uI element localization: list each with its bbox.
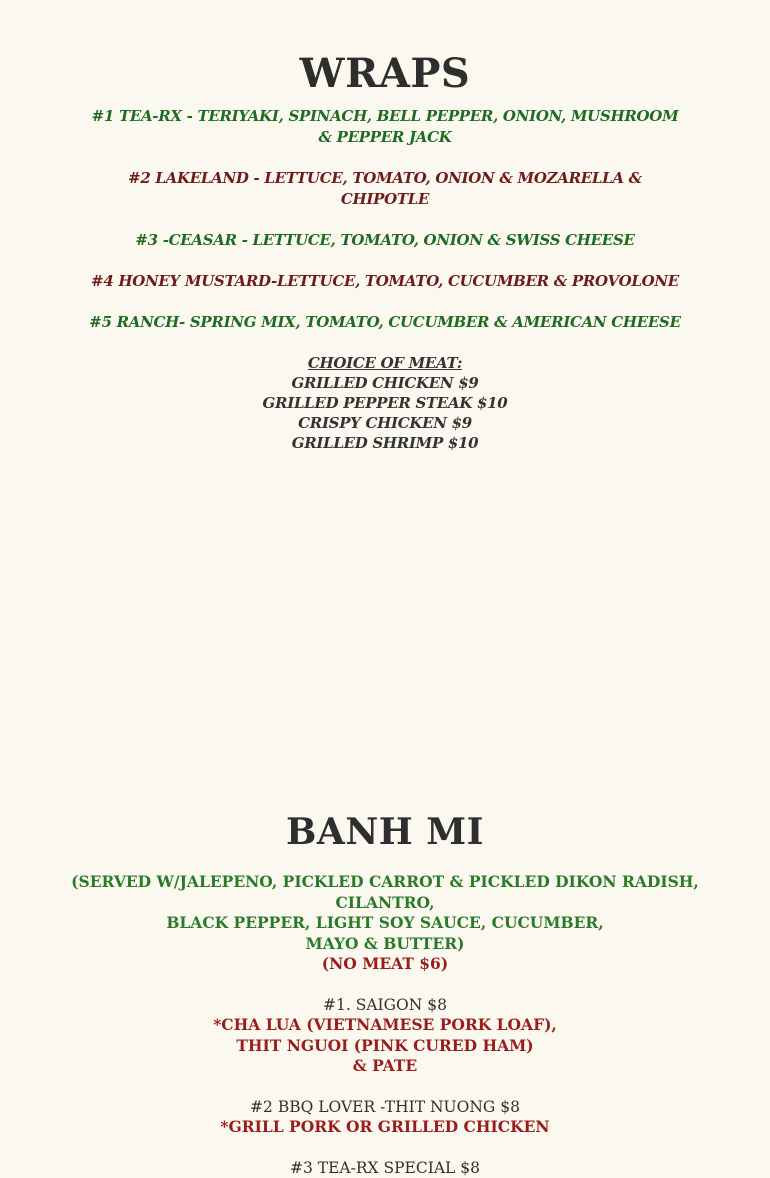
wraps-list bbox=[0, 106, 770, 333]
banhmi-item-name: #2 BBQ LOVER -THIT NUONG $8 bbox=[0, 1097, 770, 1118]
banhmi-item-desc: *GRILL PORK OR GRILLED CHICKEN bbox=[0, 1117, 770, 1138]
banhmi-item-name: #1. SAIGON $8 bbox=[0, 995, 770, 1016]
banhmi-title: BANH MI bbox=[0, 806, 770, 858]
meat-option: GRILLED PEPPER STEAK $10 bbox=[0, 393, 770, 413]
wrap-item-2: #2 LAKELAND - LETTUCE, TOMATO, ONION & MOZARELLA & CHIPOTLE bbox=[85, 168, 685, 210]
banhmi-no-meat-price: (NO MEAT $6) bbox=[35, 954, 735, 975]
banhmi-item-1 bbox=[0, 995, 770, 1077]
wrap-item-4: #4 HONEY MUSTARD-LETTUCE, TOMATO, CUCUMBER & PROVOLONE bbox=[85, 271, 685, 292]
banhmi-intro-line: MAYO & BUTTER) bbox=[35, 934, 735, 955]
meat-option: GRILLED CHICKEN $9 bbox=[0, 373, 770, 393]
wrap-item-5: #5 RANCH- SPRING MIX, TOMATO, CUCUMBER & AMERICAN CHEESE bbox=[85, 312, 685, 333]
banhmi-item-2 bbox=[0, 1097, 770, 1138]
banhmi-section bbox=[0, 806, 770, 1178]
meat-option: CRISPY CHICKEN $9 bbox=[0, 413, 770, 433]
meat-option: GRILLED SHRIMP $10 bbox=[0, 433, 770, 453]
banhmi-intro-line: (SERVED W/JALEPENO, PICKLED CARROT & PICKLED DIKON RADISH, CILANTRO, bbox=[35, 872, 735, 913]
wraps-section bbox=[0, 48, 770, 453]
banhmi-item-desc: *CHA LUA (VIETNAMESE PORK LOAF), bbox=[0, 1015, 770, 1036]
banhmi-intro-line: BLACK PEPPER, LIGHT SOY SAUCE, CUCUMBER, bbox=[35, 913, 735, 934]
banhmi-item-desc: THIT NGUOI (PINK CURED HAM) bbox=[0, 1036, 770, 1057]
wrap-item-1: #1 TEA-RX - TERIYAKI, SPINACH, BELL PEPPER, ONION, MUSHROOM & PEPPER JACK bbox=[85, 106, 685, 148]
wraps-title: WRAPS bbox=[0, 48, 770, 100]
banhmi-item-3 bbox=[0, 1158, 770, 1178]
banhmi-item-name: #3 TEA-RX SPECIAL $8 bbox=[0, 1158, 770, 1178]
meat-heading: CHOICE OF MEAT: bbox=[0, 353, 770, 373]
meat-choices bbox=[0, 353, 770, 453]
banhmi-intro bbox=[35, 872, 735, 975]
banhmi-item-desc: & PATE bbox=[0, 1056, 770, 1077]
wrap-item-3: #3 -CEASAR - LETTUCE, TOMATO, ONION & SWISS CHEESE bbox=[85, 230, 685, 251]
